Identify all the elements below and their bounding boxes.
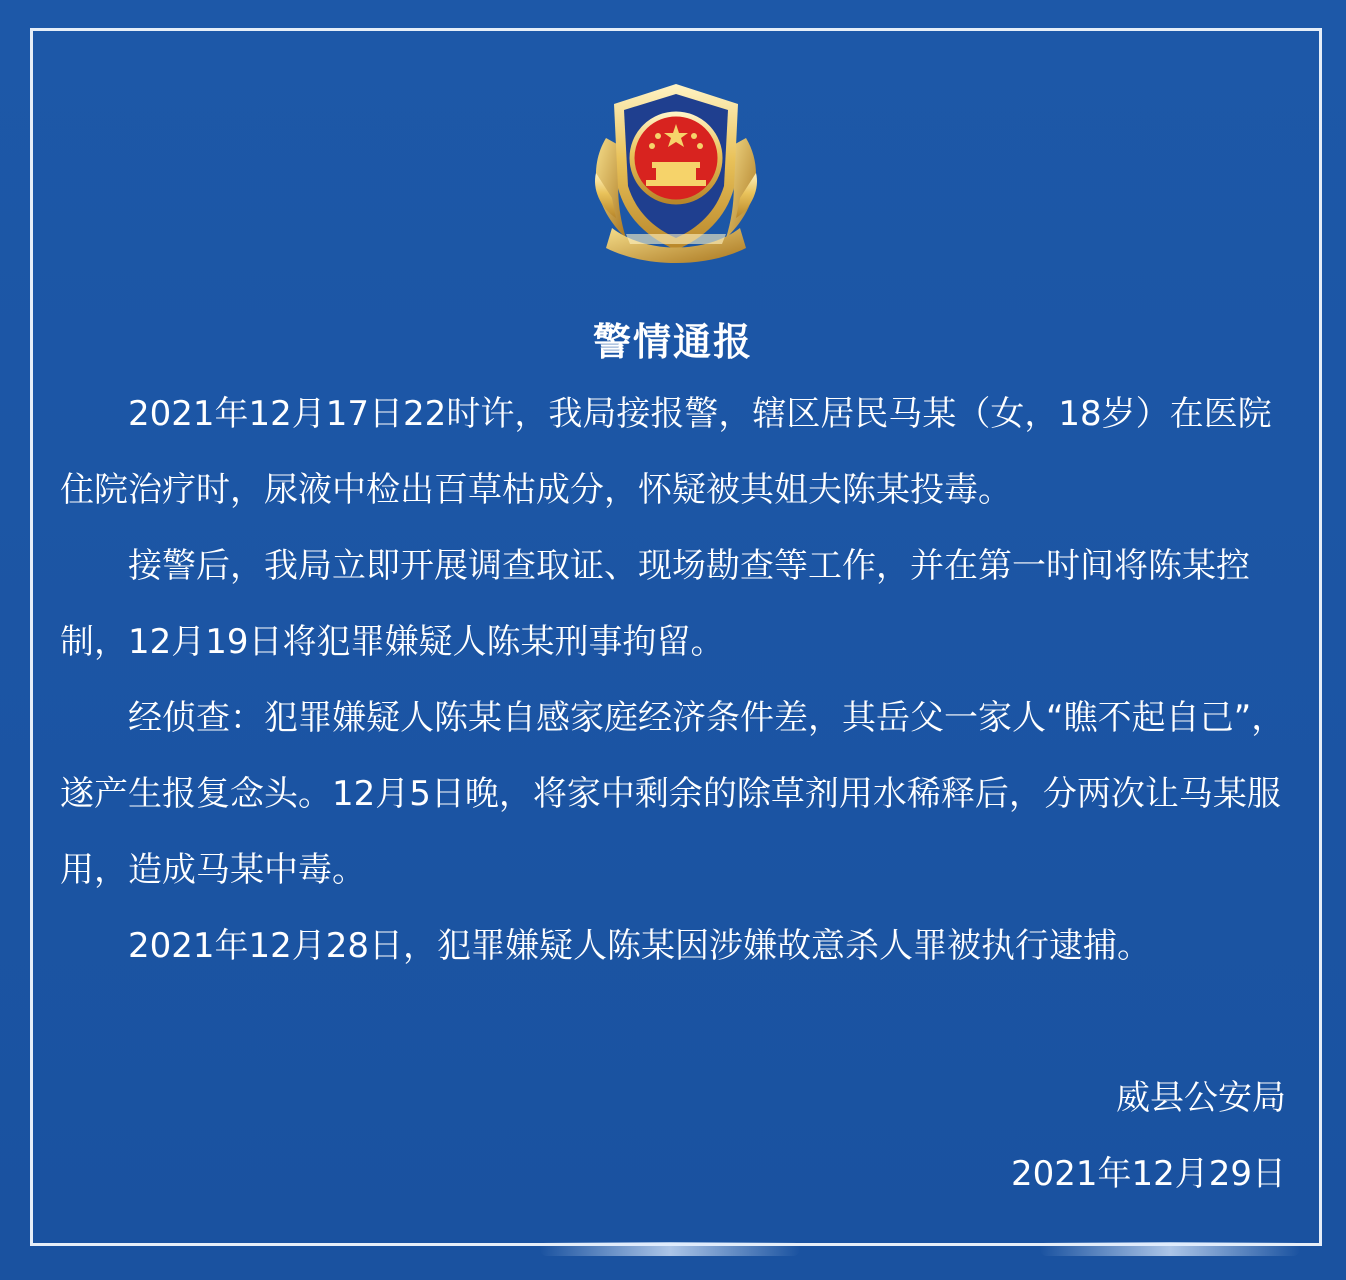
paragraph-1: 2021年12月17日22时许，我局接报警，辖区居民马某（女，18岁）在医院住院治疗时，尿液中检出百草枯成分，怀疑被其姐夫陈某投毒。 <box>60 394 1272 510</box>
notice-title: 警情通报 <box>592 320 753 364</box>
signature-date: 2021年12月29日 <box>1010 1154 1286 1194</box>
paragraph-2: 接警后，我局立即开展调查取证、现场勘查等工作，并在第一时间将陈某控制，12月19日将犯罪嫌疑人陈某刑事拘留。 <box>60 546 1250 662</box>
paragraph-3: 经侦查：犯罪嫌疑人陈某自感家庭经济条件差，其岳父一家人“瞧不起自己”，遂产生报复念头。12月5日晚，将家中剩余的除草剂用水稀释后，分两次让马某服用，造成马某中毒。 <box>60 698 1286 890</box>
bottom-glow-right <box>1040 1242 1300 1256</box>
bottom-glow-left <box>540 1242 800 1256</box>
notice-body <box>60 376 1294 984</box>
paragraph-4: 2021年12月28日，犯罪嫌疑人陈某因涉嫌故意杀人罪被执行逮捕。 <box>128 926 1152 966</box>
police-emblem-icon <box>586 78 766 268</box>
signature-organization: 威县公安局 <box>1116 1078 1286 1118</box>
